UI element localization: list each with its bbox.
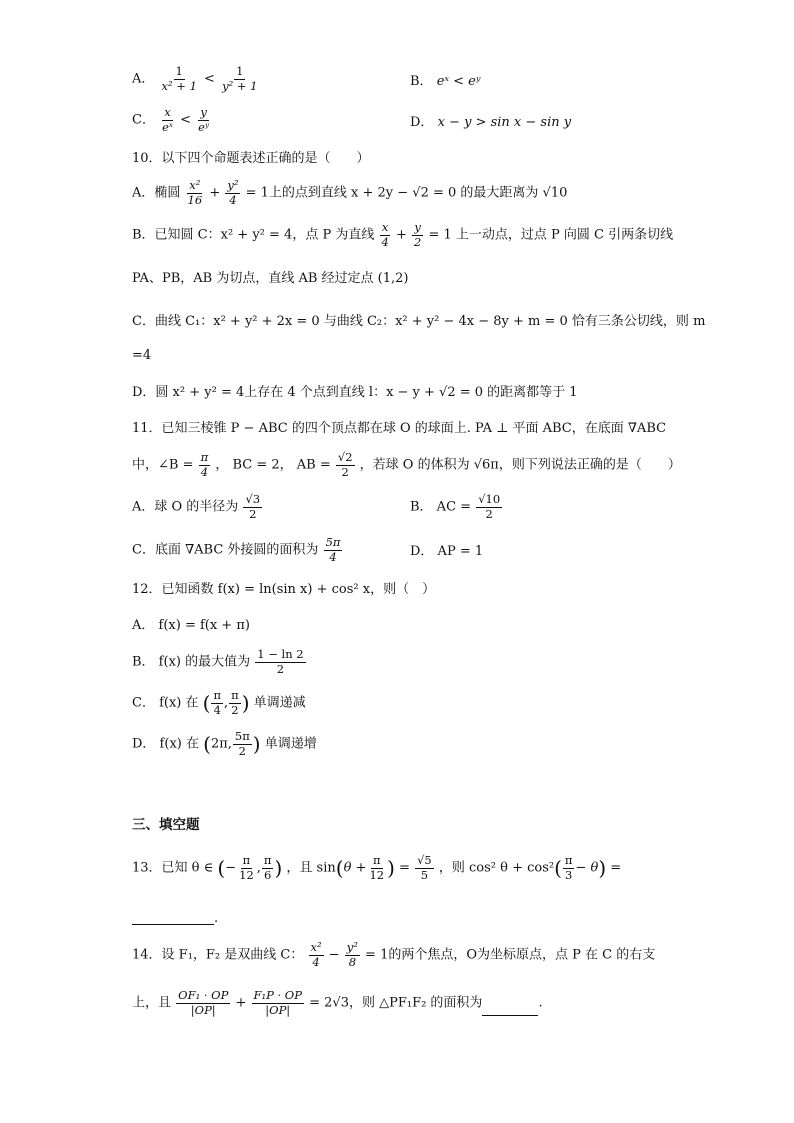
option-text: B． f(x) 的最大值为 (132, 654, 251, 670)
denominator: 4 (381, 234, 389, 249)
q11-option-c (132, 537, 343, 563)
q12-option-a: A． f(x) = f(x + π) (132, 618, 250, 633)
denominator: 16 (187, 192, 203, 207)
q14-stem (132, 942, 655, 968)
q9-option-b (410, 75, 480, 88)
fraction (199, 452, 211, 478)
denominator: 2 (249, 506, 257, 521)
denominator: eˣ (162, 119, 173, 134)
stem-text: 13．已知 θ ∈ (132, 860, 214, 876)
fraction (412, 222, 423, 248)
operator: − (225, 860, 237, 876)
numerator: x² (310, 940, 322, 954)
paren-open: ( (335, 856, 344, 880)
denominator: 4 (312, 954, 320, 969)
stem-text: 14．设 F₁，F₂ 是双曲线 C： (132, 947, 304, 963)
fraction (336, 452, 355, 478)
stem-text: θ + (343, 860, 367, 876)
q12-stem: 12．已知函数 f(x) = ln(sin x) + cos² x，则（ ） (132, 582, 436, 597)
denominator: 4 (229, 192, 237, 207)
denominator: 4 (213, 702, 221, 717)
operator: + (235, 995, 247, 1011)
denominator: 2 (414, 234, 422, 249)
fraction (415, 855, 434, 881)
denominator: 12 (239, 867, 254, 882)
numerator: π (213, 688, 222, 702)
numerator: y (200, 105, 207, 119)
fraction (367, 855, 386, 881)
fraction (196, 107, 211, 133)
numerator: x (164, 105, 171, 119)
paren-close: ) (241, 691, 250, 715)
q12-option-c: C． f(x) 在 ( $\frac{\pi}{4}$ , $\frac{\pi}{2}$ ) 单调递减 (132, 688, 306, 717)
operator: + (395, 227, 407, 243)
interval-start: 2π, (210, 736, 232, 752)
operator: < (204, 71, 215, 87)
denominator: eʸ (198, 119, 210, 134)
option-label: B． (410, 74, 433, 89)
paren-close: ) (274, 856, 283, 880)
denominator: 8 (348, 954, 357, 969)
option-text: A．椭圆 (132, 185, 181, 201)
denominator: 2 (276, 661, 285, 676)
numerator: x (381, 220, 389, 234)
answer-blank[interactable] (132, 912, 214, 925)
option-text: x − y > sin x − sin y (437, 115, 572, 130)
period: . (538, 995, 543, 1011)
denominator: 4 (329, 549, 337, 564)
period: . (214, 911, 219, 926)
numerator: 5π (325, 535, 341, 549)
stem-text: 中，∠B = (132, 457, 194, 473)
operator: − (328, 947, 340, 963)
q11-option-b (410, 494, 503, 520)
option-text: eˣ < eʸ (436, 74, 481, 89)
fraction (160, 66, 199, 92)
stem-text: ，则 cos² θ + cos² (438, 860, 555, 876)
fraction (243, 494, 262, 520)
numerator: OF₁ · OP (178, 988, 229, 1002)
stem-text: ， BC = 2， AB = (215, 457, 331, 473)
q10-option-d: D．圆 x² + y² = 4上存在 4 个点到直线 l：x − y + √2 = 0 的距离都等于 1 (132, 385, 578, 400)
fraction (262, 855, 274, 881)
paren-open: ( (202, 691, 211, 715)
paren-close: ) (252, 732, 261, 756)
numerator: 5π (234, 729, 250, 743)
fraction (563, 855, 575, 881)
numerator: y² (227, 178, 239, 192)
q11-option-a (132, 494, 263, 520)
q10-option-b (132, 222, 673, 248)
answer-blank[interactable] (482, 1003, 538, 1016)
q12-option-d (132, 731, 317, 757)
fraction (237, 855, 256, 881)
option-text: C．底面 ∇ABC 外接圆的面积为 (132, 542, 319, 558)
q9-option-c (132, 107, 212, 133)
denominator: 5 (420, 867, 429, 882)
numerator: √10 (478, 492, 501, 506)
q14-stem-line2 (132, 990, 543, 1016)
stem-text: = 2√3，则 △PF₁F₂ 的面积为 (309, 995, 483, 1011)
stem-text: 上，且 (132, 995, 172, 1011)
fraction (220, 66, 259, 92)
stem-text: ，若球 O 的体积为 √6π，则下列说法正确的是（ ） (359, 457, 681, 473)
fraction (324, 537, 343, 563)
option-text: B． AC = (410, 499, 472, 515)
option-text: D． f(x) 在 (132, 736, 199, 752)
q9-option-a (132, 66, 260, 92)
numerator: 1 (175, 64, 183, 78)
paren-close: ) (387, 856, 395, 880)
numerator: √3 (245, 492, 261, 506)
operator: = (399, 860, 410, 876)
numerator: 1 − ln 2 (257, 647, 304, 661)
denominator: 12 (369, 867, 385, 882)
q10-option-b-line2: PA、PB，AB 为切点，直线 AB 经过定点 (1,2) (132, 271, 409, 286)
fraction (252, 990, 304, 1016)
operator: < (180, 112, 192, 128)
denominator: 2 (485, 506, 493, 521)
q13-stem: 13．已知 θ ∈ (− $\frac{\pi}{12}$ , $\frac{\pi}{6}$ ) ，且 sin(θ + $\frac{\pi}{12}$ ) = $\frac{√5}{5}$ ，则 cos² θ + cos²( $\frac{\pi}{3}$ − θ) = (132, 853, 622, 882)
fraction (255, 649, 305, 675)
numerator: π (372, 853, 381, 867)
denominator: 2 (341, 464, 349, 479)
q10-option-c: C．曲线 C₁：x² + y² + 2x = 0 与曲线 C₂：x² + y² − 4x − 8y + m = 0 恰有三条公切线，则 m (132, 314, 706, 329)
q10-stem: 10．以下四个命题表述正确的是（ ） (132, 151, 370, 166)
denominator: |OP| (265, 1002, 291, 1017)
numerator: y (414, 220, 421, 234)
fraction (225, 180, 240, 206)
q11-option-d: D． AP = 1 (410, 544, 484, 559)
option-text: = 1 上一动点，过点 P 向圆 C 引两条切线 (428, 227, 674, 243)
fraction (233, 731, 252, 757)
option-label: A． (132, 71, 155, 87)
operator: = (610, 860, 622, 876)
numerator: π (200, 450, 209, 464)
paren-close: ) (598, 856, 607, 880)
fraction (186, 180, 205, 206)
paren-open: ( (554, 856, 562, 880)
numerator: x² (189, 178, 201, 192)
q11-stem: 11．已知三棱锥 P − ABC 的四个顶点都在球 O 的球面上. PA ⊥ 平面 ABC，在底面 ∇ABC (132, 421, 667, 436)
numerator: π (564, 853, 573, 867)
numerator: √5 (417, 853, 432, 867)
denominator: 6 (264, 867, 272, 882)
q9-option-d (410, 116, 571, 129)
numerator: √2 (337, 450, 353, 464)
option-text: 单调递减 (253, 695, 306, 711)
section-heading: 三、填空题 (132, 817, 200, 833)
paren-open: ( (203, 732, 211, 756)
denominator: 4 (200, 464, 209, 479)
denominator: |OP| (190, 1002, 216, 1017)
numerator: π (231, 688, 239, 702)
fraction (476, 494, 502, 520)
numerator: y² (346, 940, 358, 954)
stem-text: − θ (575, 860, 599, 876)
denominator: 3 (565, 867, 573, 882)
option-text: C． f(x) 在 (132, 695, 199, 711)
stem-text: ，且 sin (286, 860, 336, 876)
denominator: 2 (238, 743, 246, 758)
q10-option-c-line2: =4 (132, 348, 152, 363)
fraction (176, 990, 230, 1016)
q11-stem-line2 (132, 452, 681, 478)
option-text: B．已知圆 C：x² + y² = 4，点 P 为直线 (132, 227, 375, 243)
option-text: 单调递增 (264, 736, 317, 752)
denominator: x² + 1 (161, 78, 197, 93)
operator: + (209, 185, 221, 201)
fraction (211, 690, 223, 716)
option-label: D． (410, 115, 434, 130)
option-text: = 1上的点到直线 x + 2y − √2 = 0 的最大距离为 √10 (245, 185, 568, 201)
option-label: C． (132, 112, 155, 128)
fraction (160, 107, 175, 133)
q10-option-a (132, 180, 567, 206)
numerator: π (263, 853, 272, 867)
stem-text: = 1的两个焦点，O为坐标原点，点 P 在 C 的右支 (365, 947, 656, 963)
fraction (309, 942, 324, 968)
q13-answer-line (132, 912, 218, 925)
q12-option-b (132, 649, 307, 675)
denominator: y² + 1 (222, 78, 258, 93)
fraction (229, 690, 241, 716)
denominator: 2 (231, 702, 239, 717)
option-text: A．球 O 的半径为 (132, 499, 239, 515)
numerator: F₁P · OP (253, 988, 302, 1002)
paren-open: ( (217, 856, 226, 880)
fraction (345, 942, 360, 968)
fraction (379, 222, 390, 248)
numerator: π (242, 853, 251, 867)
numerator: 1 (236, 64, 244, 78)
